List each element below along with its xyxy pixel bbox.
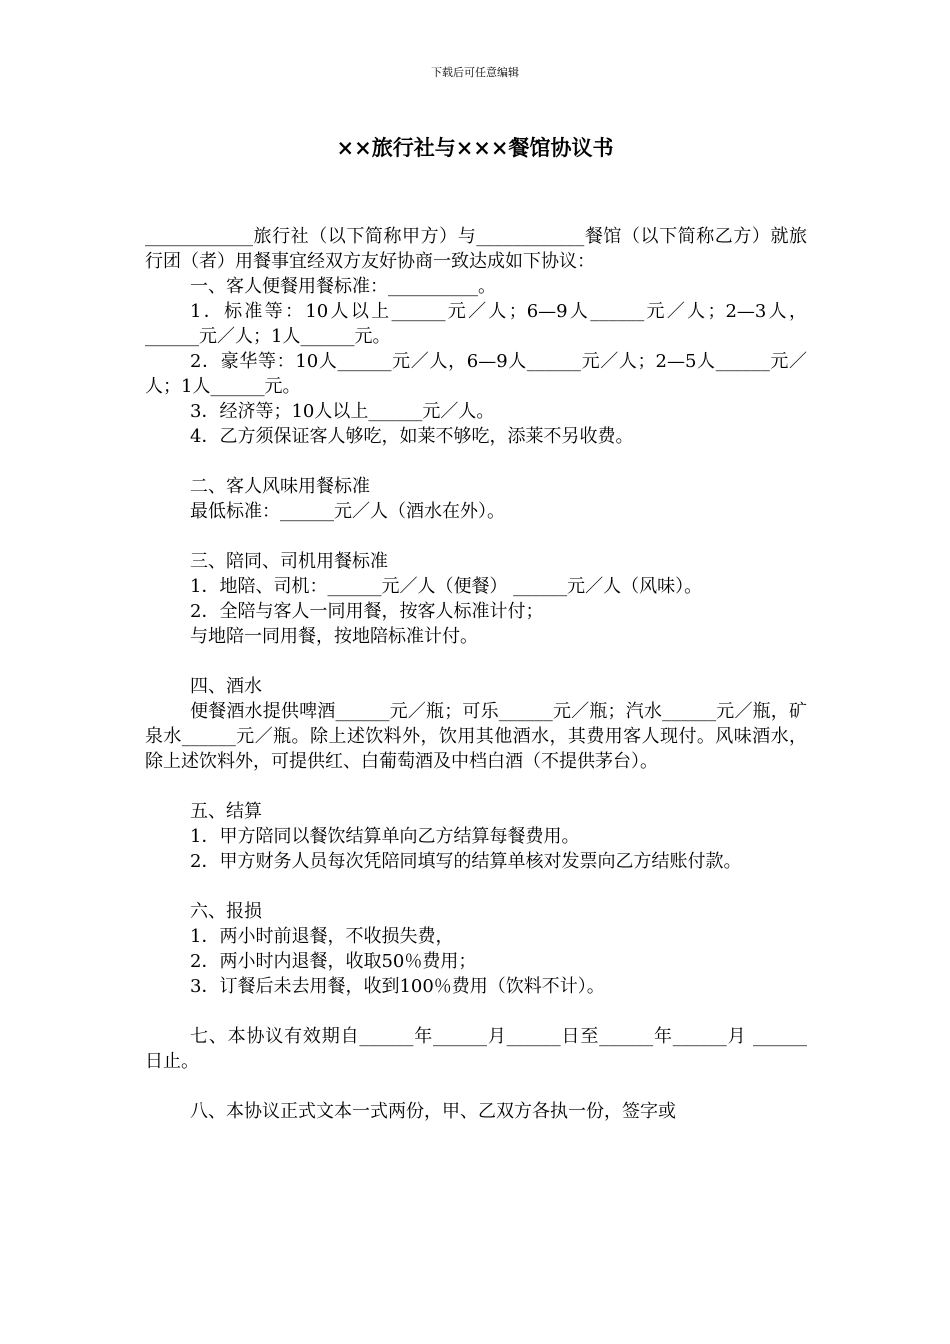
- document-body: [145, 224, 807, 1124]
- paragraph: 1．标准等：10人以上______元／人；6—9人______元／人；2—3人，______元／人；1人______元。: [145, 301, 807, 347]
- document-title: ××旅行社与×××餐馆协议书: [336, 135, 614, 160]
- paragraph: 四、酒水: [190, 676, 262, 697]
- paragraph: 2．两小时内退餐，收取50％费用；: [190, 951, 477, 972]
- paragraph: 1．甲方陪同以餐饮结算单向乙方结算每餐费用。: [190, 826, 580, 847]
- paragraph: 与地陪一同用餐，按地陪标准计付。: [190, 626, 478, 647]
- paragraph: 1．两小时前退餐，不收损失费，: [190, 926, 454, 947]
- paragraph-spacer: [145, 774, 807, 799]
- paragraph: 4．乙方须保证客人够吃，如莱不够吃，添莱不另收费。: [190, 426, 634, 447]
- paragraph: 最低标准：______元／人（酒水在外）。: [190, 501, 505, 522]
- paragraph: 3．经济等；10人以上______元／人。: [190, 401, 495, 422]
- paragraph: 八、本协议正式文本一式两份，甲、乙双方各执一份，签字或: [190, 1101, 676, 1122]
- paragraph: 2．豪华等：10人______元／人，6—9人______元／人；2—5人______元／人；1人______元。: [145, 351, 807, 397]
- paragraph: 五、结算: [190, 801, 262, 822]
- paragraph: ____________旅行社（以下简称甲方）与____________餐馆（以下简称乙方）就旅行团（者）用餐事宜经双方友好协商一致达成如下协议：: [145, 226, 807, 272]
- paragraph: 三、陪同、司机用餐标准: [190, 551, 388, 572]
- paragraph-spacer: [145, 449, 807, 474]
- paragraph-spacer: [145, 999, 807, 1024]
- paragraph-spacer: [145, 874, 807, 899]
- paragraph: 3．订餐后未去用餐，收到100％费用（饮料不计）。: [190, 976, 605, 997]
- paragraph-spacer: [145, 1074, 807, 1099]
- paragraph: 1．地陪、司机：______元／人（便餐） ______元／人（风味）。: [190, 576, 703, 597]
- paragraph: 二、客人风味用餐标准: [190, 476, 370, 497]
- paragraph-spacer: [145, 649, 807, 674]
- paragraph: 2．全陪与客人一同用餐，按客人标准计付；: [190, 601, 544, 622]
- paragraph-spacer: [145, 524, 807, 549]
- paragraph: 六、报损: [190, 901, 262, 922]
- header-note: 下载后可任意编辑: [431, 66, 519, 79]
- paragraph: 便餐酒水提供啤酒______元／瓶；可乐______元／瓶；汽水______元／瓶，矿泉水______元／瓶。除上述饮料外，饮用其他酒水，其费用客人现付。风味酒水，除上述饮料外，可提供红、白葡萄酒及中档白酒（不提供茅台）。: [145, 701, 807, 772]
- paragraph: 七、本协议有效期自______年______月______日至______年______月 ______日止。: [145, 1026, 807, 1072]
- paragraph: 2．甲方财务人员每次凭陪同填写的结算单核对发票向乙方结账付款。: [190, 851, 742, 872]
- paragraph: 一、客人便餐用餐标准：__________。: [190, 276, 496, 297]
